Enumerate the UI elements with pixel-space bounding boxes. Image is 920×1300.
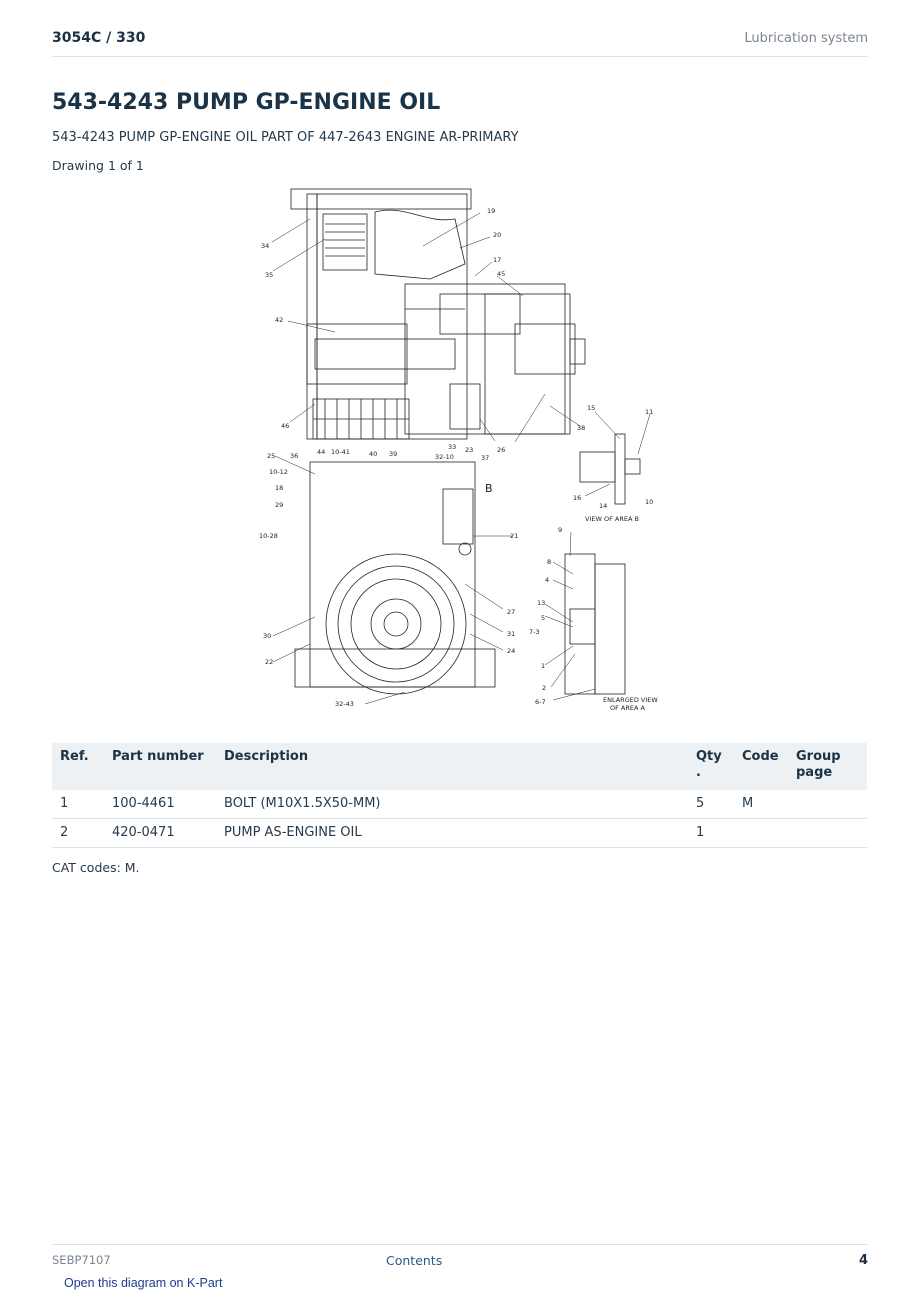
callout-label: 10 (645, 498, 654, 506)
callout-label: 46 (281, 422, 290, 430)
callout-label: 2 (542, 684, 547, 692)
callout-label: 32-43 (335, 700, 354, 708)
callout-label: 16 (573, 494, 582, 502)
callout-label: 30 (263, 632, 272, 640)
cell-ref: 2 (52, 819, 104, 848)
callout-label: 42 (275, 316, 284, 324)
contents-link[interactable]: Contents (386, 1253, 443, 1268)
callout-label: 13 (537, 599, 546, 607)
callout-label: 15 (587, 404, 596, 412)
callout-label: 24 (507, 647, 516, 655)
cell-qty: 1 (688, 819, 734, 848)
table-row (52, 819, 867, 848)
section-name: Lubrication system (744, 31, 868, 46)
callout-label: 23 (465, 446, 474, 454)
col-ref: Ref. (52, 743, 104, 790)
drawing-label: Drawing 1 of 1 (52, 158, 144, 173)
callout-label: 40 (369, 450, 378, 458)
callout-label: 14 (599, 502, 608, 510)
callout-label: 35 (265, 271, 274, 279)
callout-label: 22 (265, 658, 274, 666)
callout-label: 1 (541, 662, 546, 670)
callout-label: 36 (290, 452, 299, 460)
cell-part-number: 100-4461 (104, 790, 216, 819)
table-row (52, 790, 867, 819)
col-code: Code (734, 743, 788, 790)
callout-label: 10-41 (331, 448, 350, 456)
page-number: 4 (858, 1253, 868, 1268)
cell-qty: 5 (688, 790, 734, 819)
document-code: SEBP7107 (52, 1253, 111, 1267)
kpart-link[interactable]: Open this diagram on K-Part (64, 1276, 223, 1290)
parts-diagram (255, 184, 665, 714)
col-part-number: Part number (104, 743, 216, 790)
callout-label: 21 (510, 532, 519, 540)
cell-description: BOLT (M10X1.5X50-MM) (216, 790, 688, 819)
callout-label: 8 (547, 558, 552, 566)
page-subtitle: 543-4243 PUMP GP-ENGINE OIL PART OF 447-2643 ENGINE AR-PRIMARY (52, 130, 519, 145)
callout-label: 25 (267, 452, 276, 460)
callout-label: 5 (541, 614, 546, 622)
callout-label: 39 (389, 450, 398, 458)
callout-label: 17 (493, 256, 502, 264)
page-title: 543-4243 PUMP GP-ENGINE OIL (52, 90, 441, 115)
view-a-label-2: OF AREA A (610, 704, 645, 712)
callout-label: 29 (275, 501, 284, 509)
col-description: Description (216, 743, 688, 790)
callout-label: 6-7 (535, 698, 546, 706)
callout-label: 18 (275, 484, 284, 492)
cat-codes-note: CAT codes: M. (52, 860, 140, 875)
callout-label: 32-10 (435, 453, 454, 461)
callout-label: 45 (497, 270, 506, 278)
cell-group-page (788, 790, 867, 819)
cell-part-number: 420-0471 (104, 819, 216, 848)
callout-label: 44 (317, 448, 326, 456)
callout-label: 31 (507, 630, 516, 638)
callout-label: 38 (577, 424, 586, 432)
page-header (52, 28, 868, 57)
view-b-label: VIEW OF AREA B (585, 515, 639, 523)
cell-code (734, 819, 788, 848)
callout-label: B (485, 482, 493, 495)
cell-group-page (788, 819, 867, 848)
callout-label: 26 (497, 446, 506, 454)
model-number: 3054C / 330 (52, 30, 146, 46)
callout-label: 37 (481, 454, 490, 462)
callout-label: 10-12 (269, 468, 288, 476)
callout-label: 10-28 (259, 532, 278, 540)
cell-description: PUMP AS-ENGINE OIL (216, 819, 688, 848)
callout-label: 7-3 (529, 628, 540, 636)
callout-label: 11 (645, 408, 654, 416)
page-footer (52, 1244, 868, 1275)
cell-ref: 1 (52, 790, 104, 819)
view-a-label-1: ENLARGED VIEW (603, 696, 658, 704)
callout-label: 9 (558, 526, 563, 534)
col-qty: Qty . (688, 743, 734, 790)
callout-label: 20 (493, 231, 502, 239)
callout-label: 19 (487, 207, 496, 215)
col-group-page: Group page (788, 743, 867, 790)
table-header-row (52, 743, 867, 790)
parts-table (52, 743, 867, 848)
cell-code: M (734, 790, 788, 819)
callout-label: 34 (261, 242, 270, 250)
callout-label: 4 (545, 576, 550, 584)
callout-label: 33 (448, 443, 457, 451)
callout-label: 27 (507, 608, 516, 616)
